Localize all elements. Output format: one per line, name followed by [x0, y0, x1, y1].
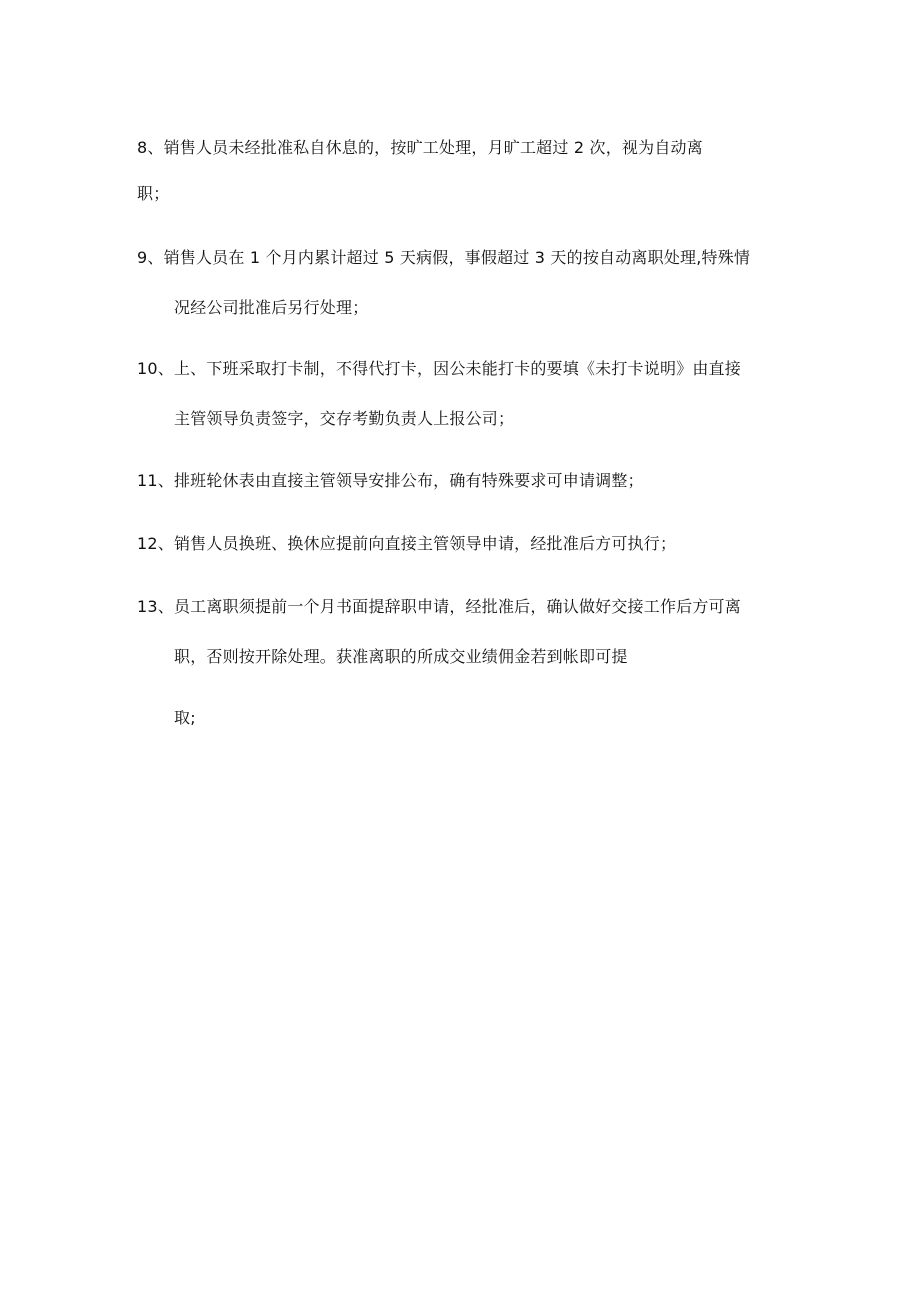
- item-9-line-1: 9、销售人员在 1 个月内累计超过 5 天病假，事假超过 3 天的按自动离职处理,特殊情: [137, 248, 751, 267]
- item-9-line-2: 况经公司批准后另行处理；: [174, 298, 369, 317]
- item-10-line-1: 10、上、下班采取打卡制，不得代打卡，因公未能打卡的要填《未打卡说明》由直接: [137, 359, 741, 378]
- item-13-line-3: 取;: [174, 708, 196, 727]
- item-13-line-1: 13、员工离职须提前一个月书面提辞职申请，经批准后，确认做好交接工作后方可离: [137, 597, 741, 616]
- item-10-line-2: 主管领导负责签字，交存考勤负责人上报公司；: [174, 409, 515, 428]
- item-11-line-1: 11、排班轮休表由直接主管领导安排公布，确有特殊要求可申请调整；: [137, 471, 644, 490]
- item-12-line-1: 12、销售人员换班、换休应提前向直接主管领导申请，经批准后方可执行；: [137, 534, 677, 553]
- item-8-line-1: 8、销售人员未经批准私自休息的，按旷工处理，月旷工超过 2 次，视为自动离: [137, 138, 703, 157]
- item-13-line-2: 职，否则按开除处理。获准离职的所成交业绩佣金若到帐即可提: [174, 647, 628, 666]
- item-8-line-2: 职；: [137, 184, 170, 203]
